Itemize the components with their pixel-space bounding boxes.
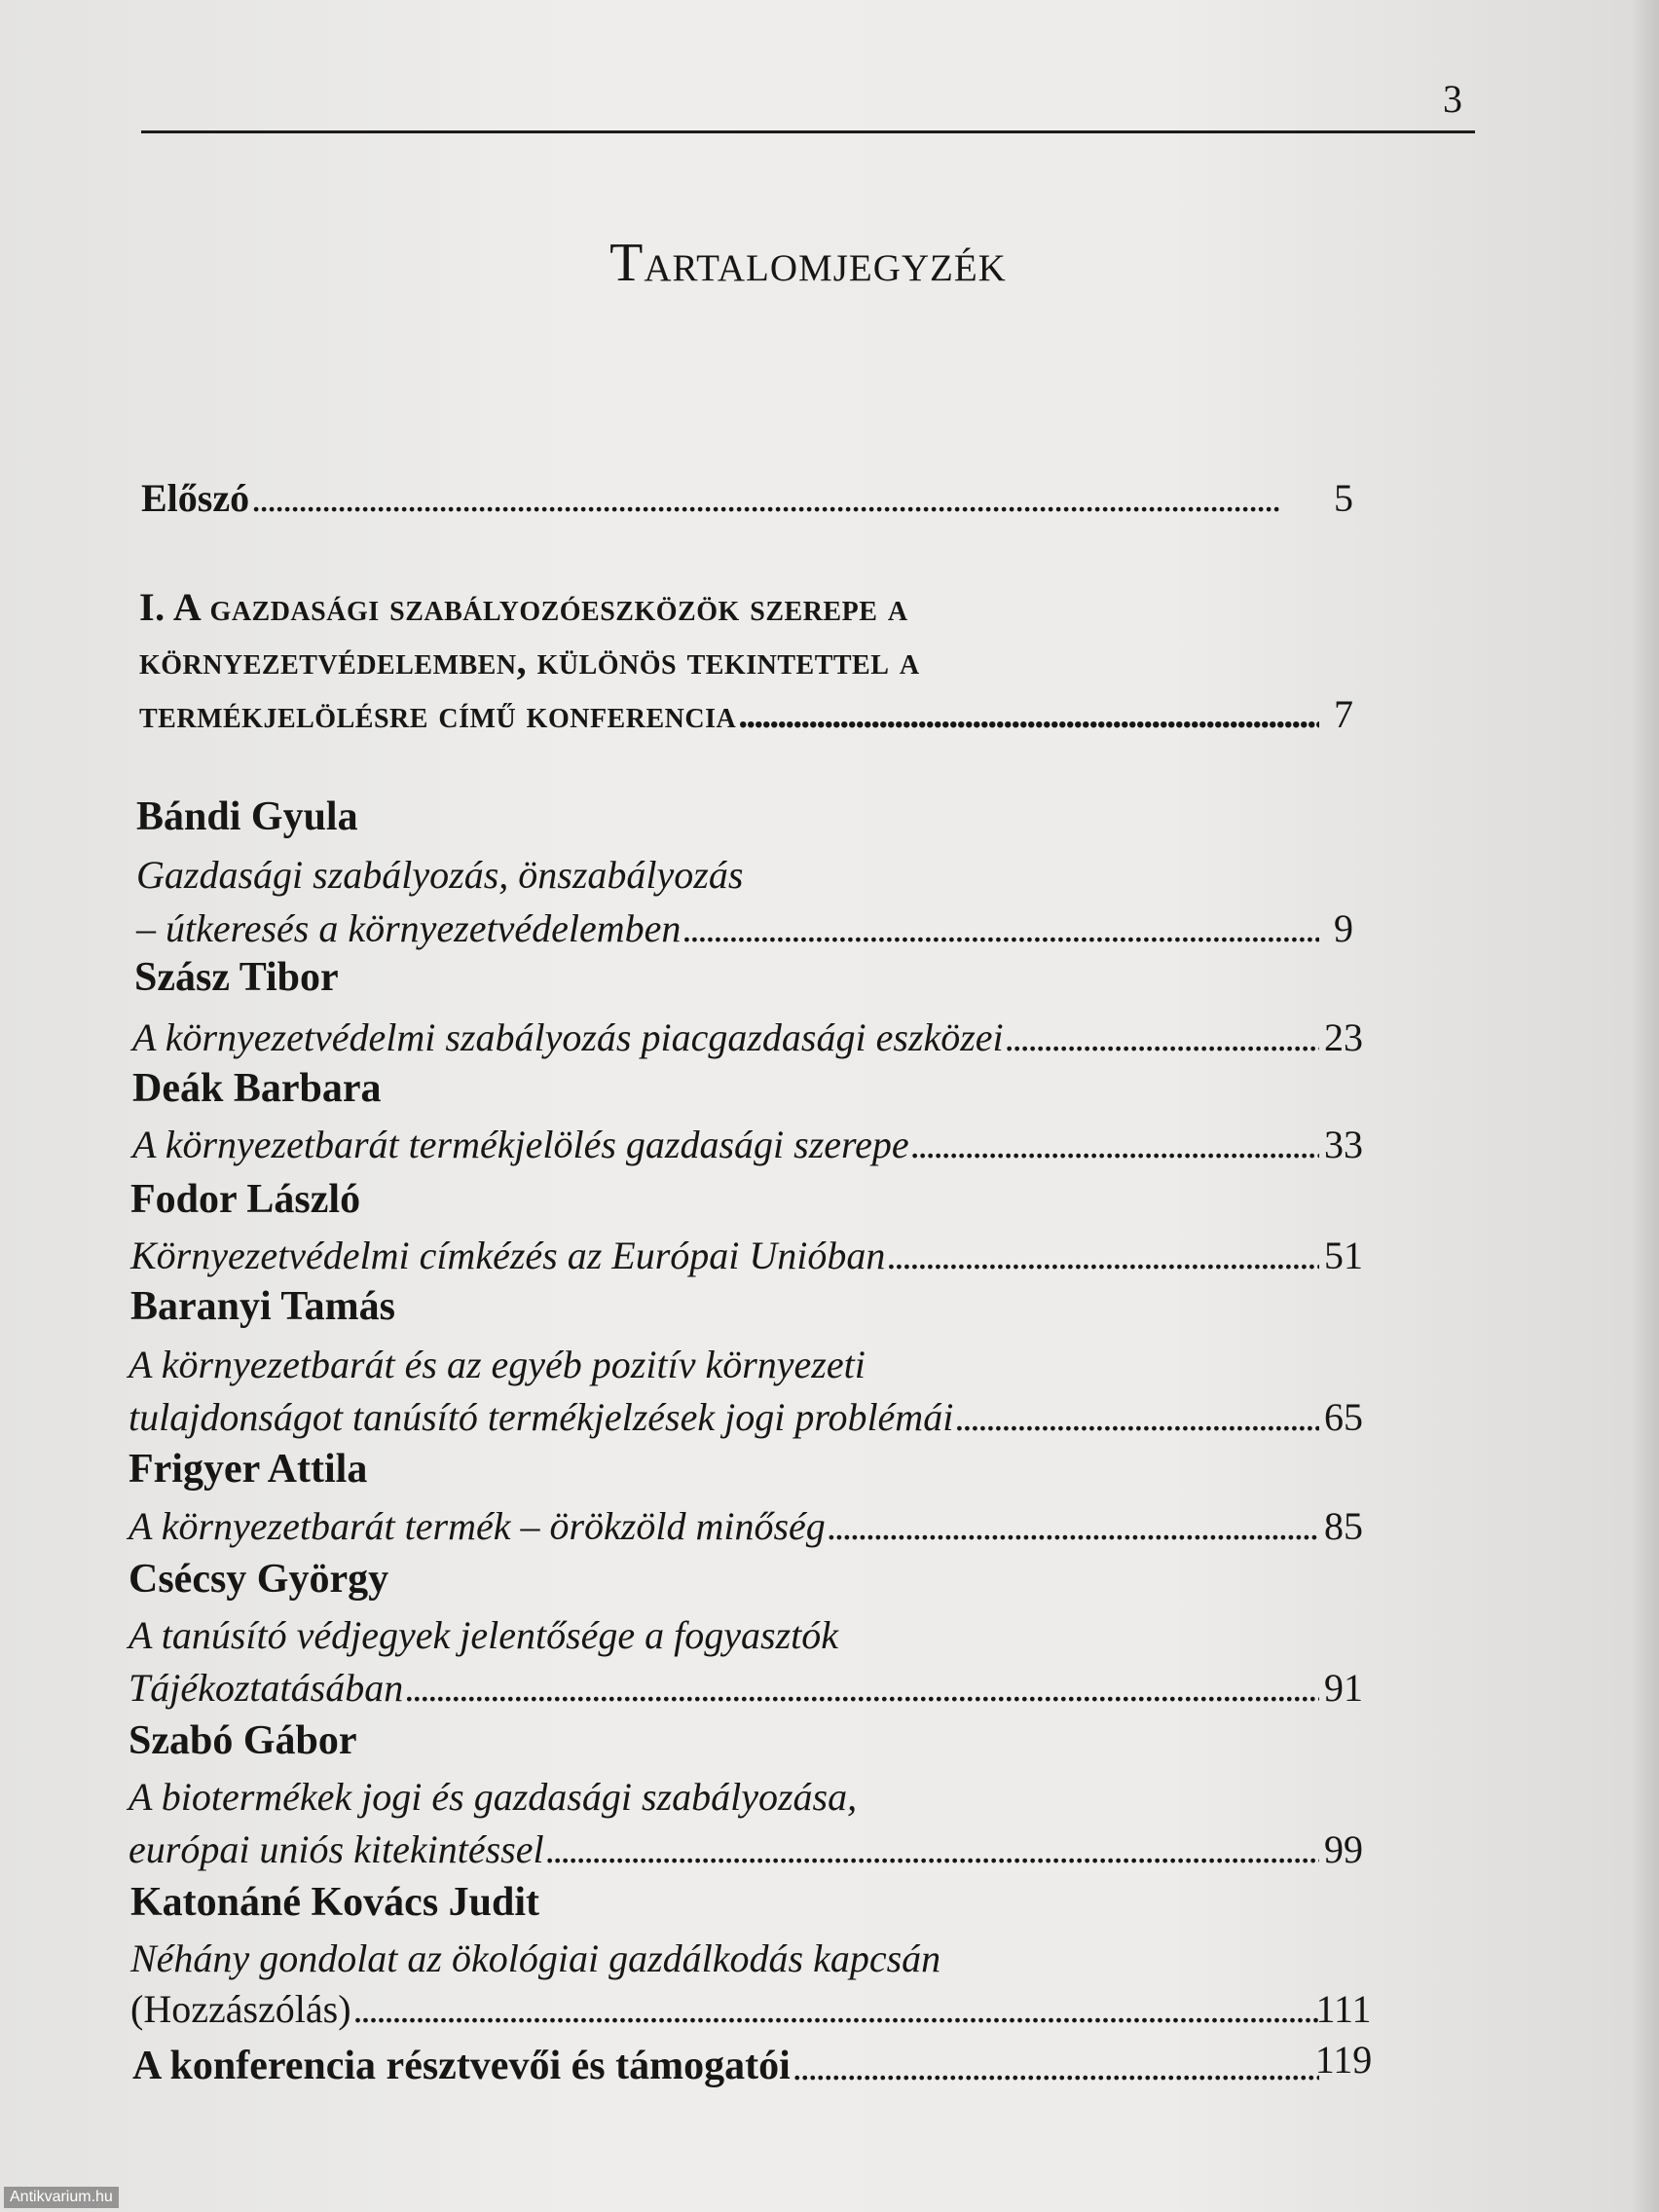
entry-page: 111 [1315,1987,1372,2031]
dot-leader [738,691,1319,737]
entry-title-last [132,1014,1319,1060]
dot-leader [546,1826,1319,1872]
entry-title-last [129,1826,1319,1872]
entry-title-text: tulajdonságot tanúsító termékjelzések jogi problémái [129,1395,954,1439]
entry-title-text: európai uniós kitekintéssel [129,1827,544,1871]
author-name: Csécsy György [129,1557,389,1602]
foreword-page: 5 [1334,476,1353,520]
section-last-line: termékjelölésre című konferencia [139,692,737,736]
entry-page: 91 [1324,1666,1363,1710]
entry-title-last [130,1986,1319,2032]
dot-leader [955,1394,1319,1440]
entry-title-line: A tanúsító védjegyek jelentősége a fogyasztók [129,1613,839,1657]
entry-title-last [130,1233,1319,1278]
entry-page: 9 [1334,906,1353,950]
entry-page: 65 [1324,1395,1363,1439]
dot-leader [887,1233,1319,1278]
author-name: Baranyi Tamás [130,1284,395,1329]
dot-leader [911,1122,1319,1167]
entry-page: 51 [1324,1234,1363,1277]
author-name: Frigyer Attila [129,1447,368,1492]
entry-title-last [129,1394,1319,1440]
entry-title-text: A környezetvédelmi szabályozás piacgazdasági eszközei [132,1015,1004,1059]
page-number: 3 [1443,77,1462,121]
entry-title-text: – útkeresés a környezetvédelemben [136,906,682,950]
dot-leader [353,1986,1319,2032]
entry-title-line: Néhány gondolat az ökológiai gazdálkodás kapcsán [130,1936,941,1980]
entry-title-line: Gazdasági szabályozás, önszabályozás [136,853,744,897]
dot-leader [793,2044,1319,2089]
entry-page: 85 [1324,1504,1363,1548]
header-rule [141,130,1475,133]
watermark: Antikvarium.hu [4,2187,119,2208]
dot-leader [251,475,1319,521]
entry-title-last [129,1503,1319,1549]
entry-page: 23 [1324,1015,1363,1059]
section-line-1: I. A gazdasági szabályozóeszközök szerepe a [139,585,908,629]
entry-title-line: A biotermékek jogi és gazdasági szabályozása, [129,1775,858,1819]
author-name: Szász Tibor [134,955,339,1000]
entry-title-text: (Hozzászólás) [130,1987,351,2031]
dot-leader [405,1665,1319,1711]
participants-label: A konferencia résztvevői és támogatói [132,2044,791,2088]
entry-title-text: Környezetvédelmi címkézés az Európai Unióban [130,1234,886,1277]
participants-page: 119 [1314,2038,1373,2082]
entry-title-last [136,905,1319,951]
entry-page: 99 [1324,1827,1363,1871]
entry-title-text: Tájékoztatásában [129,1666,404,1710]
author-name: Deák Barbara [132,1066,382,1111]
section-page: 7 [1334,692,1353,736]
author-name: Fodor László [130,1177,361,1222]
entry-title-line: A környezetbarát és az egyéb pozitív környezeti [129,1343,866,1386]
foreword-label: Előszó [141,476,250,520]
toc-heading: Tartalomjegyzék [609,233,1007,293]
section-line-3 [139,691,1319,737]
author-name: Bándi Gyula [136,794,358,839]
entry-title-text: A környezetbarát termékjelölés gazdasági szerepe [132,1123,909,1166]
dot-leader [682,905,1319,951]
entry-title-last [132,1122,1319,1167]
author-name: Szabó Gábor [129,1718,357,1763]
dot-leader [1006,1014,1319,1060]
section-line-2: környezetvédelemben, különös tekintettel a [139,639,920,682]
author-name: Katonáné Kovács Judit [130,1880,540,1925]
dot-leader [828,1503,1319,1549]
entry-title-last [129,1665,1319,1711]
toc-entry-foreword [141,475,1319,521]
entry-page: 33 [1324,1123,1363,1166]
entry-title-text: A környezetbarát termék – örökzöld minőség [129,1504,826,1548]
toc-entry-participants [132,2043,1319,2089]
